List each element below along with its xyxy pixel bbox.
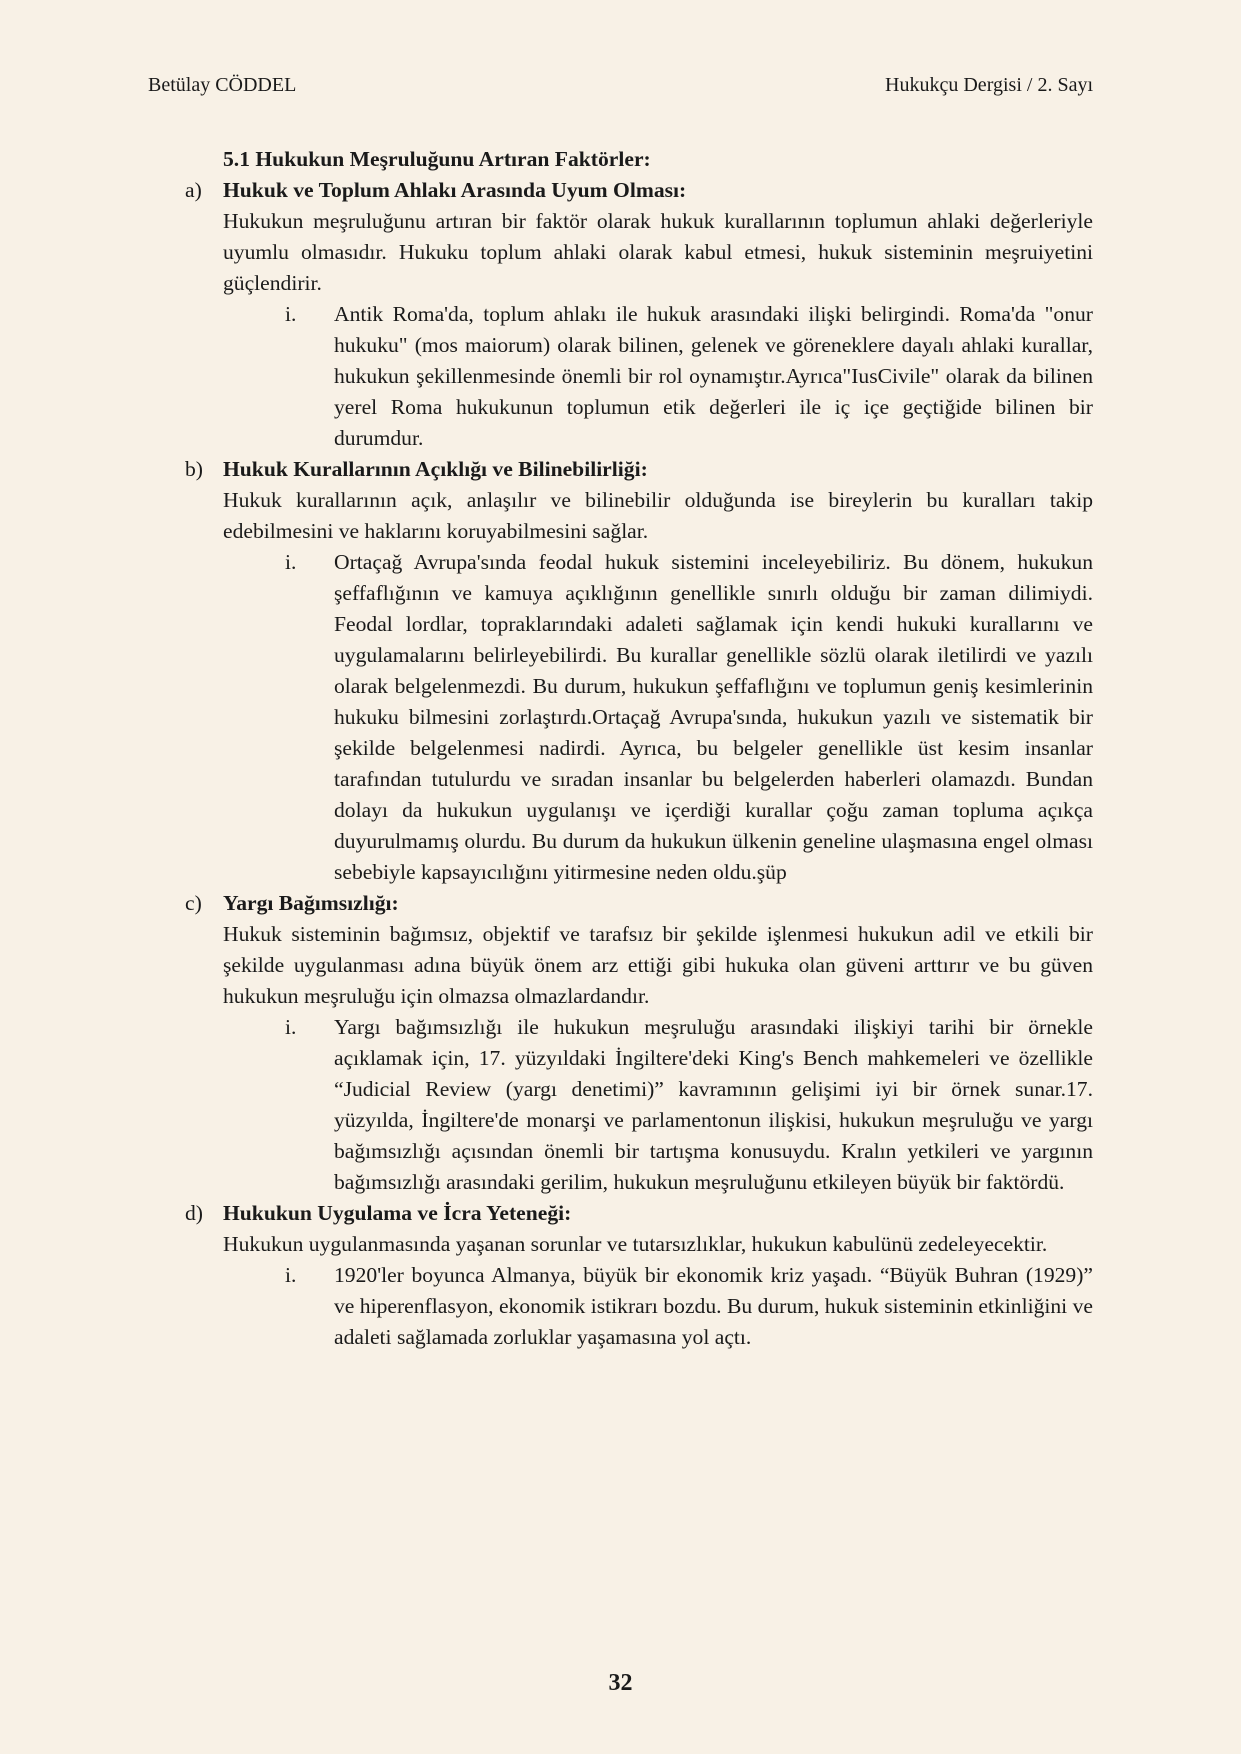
page-header — [148, 74, 1093, 97]
item-body: Hukukun uygulanmasında yaşanan sorunlar ve tutarsızlıklar, hukukun kabulünü zedeleyecektir. — [223, 1232, 1048, 1256]
sub-item-text: Antik Roma'da, toplum ahlakı ile hukuk arasındaki ilişki belirgindi. Roma'da "onur hukuku" (mos maiorum) olarak bilinen, gelenek ve göreneklere dayalı ahlaki kurallar, hukukun şekillenmesinde önemli bir rol oynamıştır.Ayrıca"IusCivile" olarak da bilinen yerel Roma hukukunun toplumun etik değerleri ile iç içe geçtiğide bilinen bir durumdur. — [334, 302, 1093, 450]
sub-item-text: 1920'ler boyunca Almanya, büyük bir ekonomik kriz yaşadı. “Büyük Buhran (1929)” ve hiperenflasyon, ekonomik istikrarı bozdu. Bu durum, hukuk sisteminin etkinliğini ve adaleti sağlamada zorluklar yaşamasına yol açtı. — [334, 1263, 1093, 1349]
item-heading: Hukuk ve Toplum Ahlakı Arasında Uyum Olması: — [223, 178, 687, 202]
item-body: Hukukun meşruluğunu artıran bir faktör olarak hukuk kurallarının toplumun ahlaki değerleriyle uyumlu olmasıdır. Hukuku toplum ahlaki olarak kabul etmesi, hukuk sisteminin meşruiyetini güçlendirir. — [223, 209, 1093, 295]
sub-item-text: Ortaçağ Avrupa'sında feodal hukuk sistemini inceleyebiliriz. Bu dönem, hukukun şeffaflığının ve kamuya açıklığının genellikle sınırlı olduğu bir zaman dilimiydi. Feodal lordlar, topraklarındaki adaleti sağlamak için kendi hukuki kurallarını ve uygulamalarını belirleyebilirdi. Bu kurallar genellikle sözlü olarak iletilirdi ve yazılı olarak belgelenmezdi. Bu durum, hukukun şeffaflığını ve toplumun geniş kesimlerinin hukuku bilmesini zorlaştırdı.Ortaçağ Avrupa'sında, hukukun yazılı ve sistematik bir şekilde belgelenmesi nadirdi. Ayrıca, bu belgeler genellikle üst kesim insanlar tarafından tutulurdu ve sıradan insanlar bu belgelerden haberleri olamazdı. Bundan dolayı da hukukun uygulanışı ve içerdiği kurallar çoğu zaman topluma açıkça duyurulmamış olurdu. Bu durum da hukukun ülkenin geneline ulaşmasına engel olması sebebiyle kapsayıcılığını yitirmesine neden oldu.şüp — [334, 550, 1093, 884]
item-heading: Yargı Bağımsızlığı: — [223, 891, 399, 915]
item-letter: c) — [185, 891, 202, 915]
section-title: 5.1 Hukukun Meşruluğunu Artıran Faktörler: — [223, 147, 651, 171]
list-item-b — [185, 454, 1093, 547]
item-heading: Hukuk Kurallarının Açıklığı ve Bilinebilirliği: — [223, 457, 648, 481]
sub-item-d-i — [185, 1260, 1093, 1353]
sub-item-b-i — [185, 547, 1093, 888]
header-journal: Hukukçu Dergisi / 2. Sayı — [885, 74, 1093, 96]
sub-item-marker: i. — [285, 550, 297, 574]
item-heading: Hukukun Uygulama ve İcra Yeteneği: — [223, 1201, 572, 1225]
sub-item-marker: i. — [285, 1263, 297, 1287]
header-author: Betülay CÖDDEL — [148, 74, 297, 96]
page-content — [185, 144, 1093, 1353]
item-body: Hukuk kurallarının açık, anlaşılır ve bilinebilir olduğunda ise bireylerin bu kuralları takip edebilmesini ve haklarını koruyabilmesini sağlar. — [223, 488, 1093, 543]
sub-item-c-i — [185, 1012, 1093, 1198]
list-item-d — [185, 1198, 1093, 1260]
sub-item-marker: i. — [285, 302, 297, 326]
item-letter: b) — [185, 457, 203, 481]
page-number: 32 — [608, 1670, 633, 1696]
item-body: Hukuk sisteminin bağımsız, objektif ve tarafsız bir şekilde işlenmesi hukukun adil ve etkili bir şekilde uygulanması adına büyük önem arz ettiği gibi hukuka olan güveni arttırır ve bu güven hukukun meşruluğu için olmazsa olmazlardandır. — [223, 922, 1093, 1008]
item-letter: d) — [185, 1201, 203, 1225]
sub-item-a-i — [185, 299, 1093, 454]
sub-item-text: Yargı bağımsızlığı ile hukukun meşruluğu arasındaki ilişkiyi tarihi bir örnekle açıklamak için, 17. yüzyıldaki İngiltere'deki King's Bench mahkemeleri ve özellikle “Judicial Review (yargı denetimi)” kavramının gelişimi iyi bir örnek sunar.17. yüzyılda, İngiltere'de monarşi ve parlamentonun ilişkisi, hukukun meşruluğu ve yargı bağımsızlığı açısından önemli bir tartışma konusuydu. Kralın yetkileri ve yargının bağımsızlığı arasındaki gerilim, hukukun meşruluğunu etkileyen büyük bir faktördü. — [334, 1015, 1093, 1194]
item-letter: a) — [185, 178, 202, 202]
list-item-a — [185, 175, 1093, 299]
list-item-c — [185, 888, 1093, 1012]
sub-item-marker: i. — [285, 1015, 297, 1039]
